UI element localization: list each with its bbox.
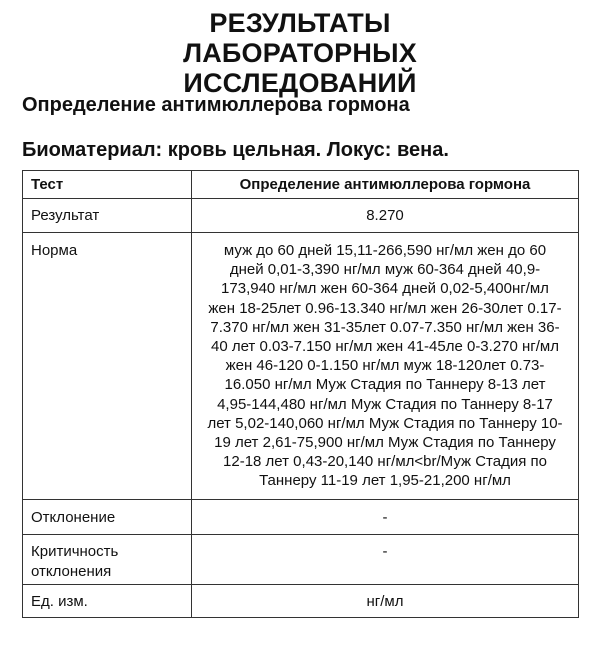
table-header-row <box>23 171 579 199</box>
header-value: Определение антимюллерова гормона <box>192 171 579 199</box>
table-row-deviation <box>23 499 579 534</box>
units-value: нг/мл <box>192 584 579 617</box>
biomaterial-heading: Биоматериал: кровь цельная. Локус: вена. <box>22 139 449 161</box>
criticality-value: - <box>192 534 579 584</box>
page-title: РЕЗУЛЬТАТЫ ЛАБОРАТОРНЫХ ИССЛЕДОВАНИЙ <box>183 8 417 98</box>
deviation-value: - <box>192 499 579 534</box>
norm-value: муж до 60 дней 15,11-266,590 нг/мл жен до 60 дней 0,01-3,390 нг/мл муж 60-364 дней 40,9-173,940 нг/мл жен 60-364 дней 0,02-5,400нг/мл жен 18-25лет 0.96-13.340 нг/мл жен 26-30лет 0.17-7.370 нг/мл жен 31-35лет 0.07-7.350 нг/мл жен 36-40 лет 0.03-7.150 нг/мл жен 41-45ле 0-3.270 нг/мл жен 46-120 0-1.150 нг/мл муж 18-120лет 0.73-16.050 нг/мл Муж Стадия по Таннеру 8-13 лет 4,95-144,480 нг/мл Муж Стадия по Таннеру 8-17 лет 5,02-140,060 нг/мл Муж Стадия по Таннеру 10-19 лет 2,61-75,900 нг/мл Муж Стадия по Таннеру 12-18 лет 0,43-20,140 нг/мл<br/Муж Стадия по Таннеру 11-19 лет 1,95-21,200 нг/мл <box>192 233 579 500</box>
table-row-norm <box>23 233 579 500</box>
table-row-result <box>23 199 579 233</box>
row-label: Критичность отклонения <box>23 534 192 584</box>
result-value: 8.270 <box>192 199 579 233</box>
results-table <box>22 170 579 618</box>
row-label: Отклонение <box>23 499 192 534</box>
row-label: Норма <box>23 233 192 500</box>
header-label: Тест <box>23 171 192 199</box>
table-row-criticality <box>23 534 579 584</box>
test-heading: Определение антимюллерова гормона <box>22 94 410 116</box>
row-label: Результат <box>23 199 192 233</box>
table-row-units <box>23 584 579 617</box>
row-label: Ед. изм. <box>23 584 192 617</box>
